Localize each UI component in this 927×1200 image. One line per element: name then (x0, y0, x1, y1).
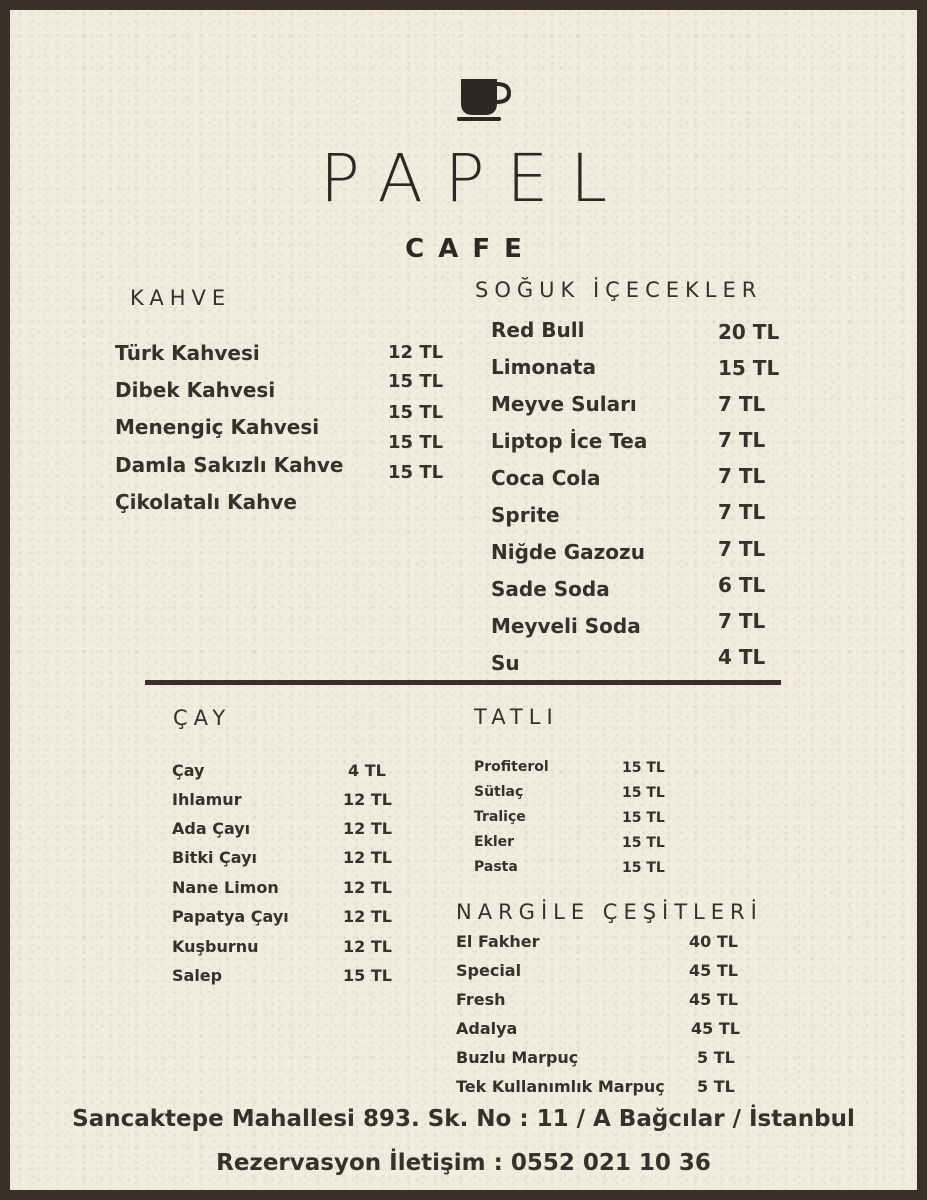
menu-item-name: Sprite (491, 503, 560, 527)
menu-item-name: El Fakher (456, 932, 540, 951)
footer-address: Sancaktepe Mahallesi 893. Sk. No : 11 / A Bağcılar / İstanbul (72, 1106, 855, 1132)
menu-item-name: Ihlamur (172, 790, 242, 809)
menu-item-price: 12 TL (343, 937, 392, 956)
menu-item-name: Red Bull (491, 318, 585, 342)
menu-item-price: 15 TL (388, 462, 444, 483)
brand-tagline: CAFE (405, 234, 536, 264)
menu-item-price: 6 TL (718, 573, 766, 597)
menu-item-name: Kuşburnu (172, 937, 259, 956)
menu-item-name: Limonata (491, 355, 596, 379)
menu-item-name: Menengiç Kahvesi (115, 415, 320, 439)
menu-item-price: 20 TL (718, 320, 780, 344)
menu-item-name: Türk Kahvesi (115, 341, 260, 365)
menu-item-price: 7 TL (718, 537, 766, 561)
menu-item-price: 5 TL (697, 1048, 735, 1067)
menu-item-price: 4 TL (348, 761, 386, 780)
menu-item-name: Buzlu Marpuç (456, 1048, 579, 1067)
menu-page (10, 10, 917, 1190)
section-divider (145, 680, 781, 685)
menu-item-name: Fresh (456, 990, 506, 1009)
menu-item-name: Special (456, 961, 522, 980)
menu-item-price: 15 TL (622, 810, 665, 826)
menu-item-price: 15 TL (388, 371, 444, 392)
menu-item-price: 12 TL (343, 790, 392, 809)
menu-item-price: 7 TL (718, 428, 766, 452)
menu-item-price: 45 TL (691, 1019, 740, 1038)
menu-item-name: Ada Çayı (172, 819, 251, 838)
menu-item-price: 15 TL (622, 760, 665, 776)
menu-item-price: 5 TL (697, 1077, 735, 1096)
menu-item-name: Dibek Kahvesi (115, 378, 276, 402)
menu-item-price: 12 TL (388, 342, 444, 363)
section-title-nargile: NARGİLE ÇEŞİTLERİ (456, 900, 763, 924)
section-title-kahve: KAHVE (130, 286, 232, 310)
menu-item-name: Traliçe (474, 809, 526, 825)
menu-item-name: Su (491, 651, 520, 675)
menu-item-price: 12 TL (343, 878, 392, 897)
menu-item-name: Coca Cola (491, 466, 601, 490)
menu-item-price: 45 TL (689, 961, 738, 980)
menu-item-name: Sade Soda (491, 577, 610, 601)
menu-item-name: Salep (172, 966, 223, 985)
menu-item-price: 7 TL (718, 609, 766, 633)
section-title-soguk-icecekler: SOĞUK İÇECEKLER (475, 278, 763, 302)
menu-item-name: Papatya Çayı (172, 907, 289, 926)
menu-item-price: 12 TL (343, 907, 392, 926)
menu-item-price: 12 TL (343, 819, 392, 838)
menu-item-name: Bitki Çayı (172, 848, 257, 867)
menu-item-price: 45 TL (689, 990, 738, 1009)
menu-item-name: Sütlaç (474, 784, 524, 800)
menu-item-price: 7 TL (718, 500, 766, 524)
menu-item-name: Niğde Gazozu (491, 540, 645, 564)
menu-item-name: Damla Sakızlı Kahve (115, 453, 344, 477)
menu-item-price: 15 TL (718, 356, 780, 380)
menu-item-name: Çikolatalı Kahve (115, 490, 297, 514)
menu-item-name: Meyve Suları (491, 392, 637, 416)
menu-item-price: 15 TL (388, 432, 444, 453)
brand-name: PAPEL (320, 140, 629, 217)
menu-item-price: 7 TL (718, 464, 766, 488)
menu-item-price: 4 TL (718, 645, 766, 669)
menu-item-name: Tek Kullanımlık Marpuç (456, 1077, 665, 1096)
menu-item-price: 7 TL (718, 392, 766, 416)
menu-item-price: 15 TL (343, 966, 392, 985)
menu-item-name: Ekler (474, 834, 515, 850)
menu-item-name: Adalya (456, 1019, 518, 1038)
menu-item-price: 40 TL (689, 932, 738, 951)
menu-item-name: Pasta (474, 859, 518, 875)
menu-item-name: Profiterol (474, 759, 549, 775)
menu-item-name: Çay (172, 761, 205, 780)
coffee-cup-icon (455, 73, 515, 123)
section-title-tatli: TATLI (474, 705, 559, 729)
menu-item-price: 12 TL (343, 848, 392, 867)
footer-reservation: Rezervasyon İletişim : 0552 021 10 36 (216, 1150, 711, 1176)
section-title-cay: ÇAY (173, 706, 232, 730)
menu-item-price: 15 TL (622, 860, 665, 876)
menu-item-name: Liptop İce Tea (491, 429, 648, 453)
menu-item-price: 15 TL (388, 402, 444, 423)
menu-item-price: 15 TL (622, 835, 665, 851)
menu-item-price: 15 TL (622, 785, 665, 801)
menu-item-name: Meyveli Soda (491, 614, 641, 638)
menu-item-name: Nane Limon (172, 878, 279, 897)
